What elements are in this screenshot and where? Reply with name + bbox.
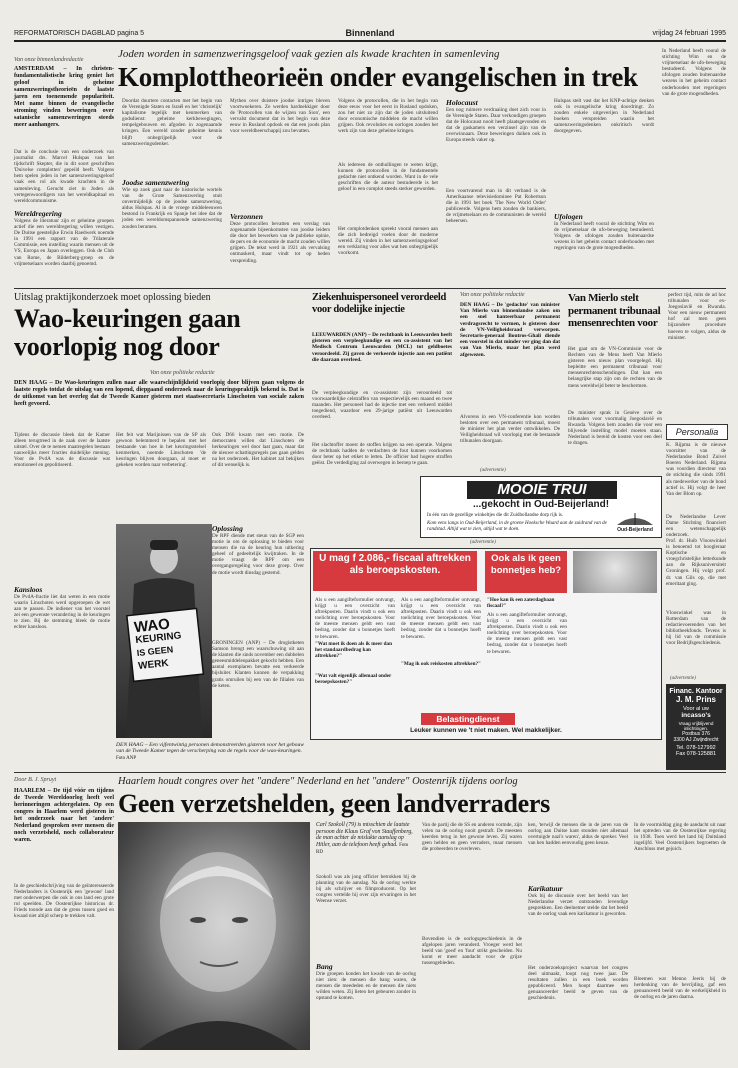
ad-text: In één van de gezellige winkeltjes die dit Zuidhollandse dorp rijk is. <box>427 513 564 518</box>
article2-col3b <box>212 524 304 634</box>
ad-label: (advertentie) <box>480 468 506 473</box>
ad-red-banner <box>313 551 477 591</box>
page-header <box>14 28 726 42</box>
sign-text: KEURING <box>134 630 182 647</box>
ad-question-item: "Wat moet ik doen als ik meer dan het standaardbedrag kan aftrekken?" <box>315 641 392 659</box>
article6-body: Bovendien is de oorlogsgeschiedenis in de afgelopen jaren veranderd. Vroeger werd het beeld van 'goed' en 'fout' strikt gescheiden. Nu komt er meer aandacht voor de grijze tussengebieden. <box>422 936 522 967</box>
ad-question: Ook als ik geen bonnetjes heb? <box>490 553 562 576</box>
finance-line: incasso's <box>681 712 711 719</box>
divider <box>14 772 726 773</box>
article5-text <box>568 346 662 462</box>
ad-title: MOOIE TRUI <box>467 481 617 499</box>
article1-section: Ufologen <box>554 212 583 221</box>
ad-text: Kom eens langs in Oud-Beijerland, in de groene Hoeksche Waard aan de zuidrand van de randstad. Altijd wat te zien, altijd wat te doen. <box>427 521 607 532</box>
article1-body: Volgens de literatuur zijn er geheime groepen actief die een wereldregering willen vestigen. De Duitse geestelijke Erwin Raedwerk noemde in 1991 een rapport van de Trilaterale Commissie, een instelling waarin mensen uit de VS, Europa en Japan overleggen. Ook de Club van Rome, de Bilderberg-groep en de vrijmetselaars worden daarbij genoemd. <box>14 218 114 267</box>
article6-body: In de geschiedschrijving van de geïnteresseerde Nederlanders is Oostenrijk een 'gewone' land met onderwerpen die ook in ons land een grote rol speelden. De Oostenrijkse historicus dr. Frieds toonde aan dat de grens tussen goed en kwaad niet altijd scherp te trekken valt. <box>14 883 114 920</box>
carl-szokoll-photo <box>118 822 310 1050</box>
article1-body: Als iedereen de onthullingen te weten krijgt, kunnen de protocollen in de fundamentele gedachte niet ontkend worden. Want in de vele geschriften die de auteur bestudeerde is het geloof in een complot steeds sterker geworden. <box>338 162 438 193</box>
article6-lead: HAARLEM – De tijd vóór en tijdens de Tweede Wereldoorlog heeft veel herinneringen achtergelaten. Op een congres in Haarlem werd gisteren in het onderzoek naar het 'andere' Nederland gesproken over mensen die noch verzetsheld, noch collaborateur waren. <box>14 788 114 843</box>
photo-caption <box>316 822 416 870</box>
oud-beijerland-logo <box>613 511 657 535</box>
article1-body: Mythen over duistere joodse intriges bleven voortwoekeren. Ze werden hardnekkiger door de 'Protocollen van de wijzen van Sion', een vervalst document dat in het begin van deze eeuw in Rusland opdook en dat een joods plan voor wereldheerschappij zou bevatten. <box>230 98 330 135</box>
article1-subheadline: Joden worden in samenzweringsgeloof vaak gezien als kwade krachten in samenleving <box>118 48 500 60</box>
article6-col5 <box>528 822 628 1050</box>
finance-line: Financ. Kantoor <box>669 688 723 695</box>
personalia-item: Prof. dr. Huib Vlooswinkel is benoemd tot hoogleraar Koptische en vroegchristelijke letterkunde aan de Rijksuniversiteit Groningen. Hij volgt prof. dr. van Gils op, die met emeritaat ging. <box>666 538 726 587</box>
finance-ad[interactable] <box>666 684 726 770</box>
photo-caption <box>116 742 304 766</box>
personalia-header <box>666 424 728 440</box>
article1-headline: Komplottheorieën onder evangelischen in trek <box>118 62 638 92</box>
protest-sign <box>133 615 198 673</box>
article1-col4 <box>338 98 438 284</box>
personalia-item: De Nederlandse Lever Dame Stichting financiert een wetenschappelijk onderzoek. <box>666 514 726 539</box>
article2-kicker: Uitslag praktijkonderzoek moet oplossing bieden <box>14 292 211 303</box>
ad-label: (advertentie) <box>670 676 696 681</box>
header-left: REFORMATORISCH DAGBLAD pagina 5 <box>14 30 145 37</box>
article6-section: Bang <box>316 962 333 971</box>
article1-body: Het complotdenken spreekt vooral mensen aan die zich bedreigd voelen door de moderne wereld. Zij vinden in het samenzweringsgeloof een verklaring voor alles wat hen onbegrijpelijk voorkomt. <box>338 226 438 257</box>
ad-body: Als u een aangifteformulier ontvangt, krijgt u een overzicht van aftrekposten. Daarin vindt u ook een toelichting over beroepskosten. Voor de meeste mensen geldt een vast bedrag, zonder dat u bonnetjes hoeft te bewaren. <box>487 612 567 655</box>
article6-body: Drie groepen konden het kwade van de oorlog niet zien: de mensen die bang waren, de mensen die meededen en de mensen die niets wilden weten. Zij lieten het gebeuren zonder in opstand te komen. <box>316 971 416 1002</box>
article1-col2 <box>122 98 222 284</box>
ad-body: Als u een aangifteformulier ontvangt, krijgt u een overzicht van aftrekposten. Daarin vindt u ook een toelichting over beroepskosten. Voor de meeste mensen geldt een vast bedrag, zonder dat u bonnetjes hoeft te bewaren. <box>315 597 395 640</box>
demonstration-photo <box>116 524 212 738</box>
photo-credit: Foto RD <box>316 842 409 856</box>
article6-col4 <box>422 822 522 1050</box>
finance-line: 3300 AJ Zwijndrecht <box>673 737 719 743</box>
article6-body: Het onderzoeksproject waarvan het congres deel uitmaakt, loopt nog twee jaar. De resultaten zullen in een boek worden gepubliceerd. Men hoopt daarmee een genuanceerder beeld te geven van de geschiedenis. <box>528 965 628 1002</box>
article2-col1 <box>14 432 110 738</box>
article5-body: De minister sprak in Genève over de tribunalen voor voormalig Joegoslavië en Rwanda. Volgens hem zouden die voor een blijvende instelling model moeten staan. Nederland is bereid de kosten voor een deel te dragen. <box>568 410 662 447</box>
article3-body: Het slachtoffer moest de stoffen krijgen na een operatie. Volgens de rechtbank hadden de verdachten de fout kunnen voorkomen door beter op het etiket te letten. De officier had hogere straffen geëist. De verdediging zal overwegen in beroep te gaan. <box>312 442 452 467</box>
finance-line: Voor al uw <box>683 706 709 712</box>
finance-line: Vraag vrijblijvend inlichtingen. <box>678 721 714 731</box>
article2-body: De PvdA-fractie liet dat weten in een motie waarin Linschoten werd opgeroepen de wet aan te passen. De indiener van het voorstel zei een gewenste verandering in de keuringen te zien. Bij de stemming bleek de motie echter kansloos. <box>14 594 110 631</box>
article2-col2 <box>116 432 206 520</box>
logo-text: Oud-Beijerland <box>617 527 653 533</box>
article1-body: Een voortvarend man in dit verband is de Amerikaanse televisiedominee Pat Robertson die in 1991 het boek 'The New World Order' publiceerde. Volgens hem zouden de bankiers, de vrijmetselaars en de communisten de wereld beheersen. <box>446 188 546 225</box>
article1-body: Volgens de protocollen, die in het begin van deze eeuw voor het eerst in Rusland opdoken, zou het niet zo zijn dat de joden uitsluitend door economische middelen de macht willen grijpen. Ook revoluties en oorlogen zouden het werk zijn van deze geheime kringen. <box>338 98 438 135</box>
ad-question-item: "Wat valt eigenlijk allemaal onder beroepskosten?" <box>315 673 392 685</box>
caption-text: Carl Szokoll (79) is misschien de laatste persoon die Klaus Graf von Stauffenberg, de man achter de mislukte aanslag op Hitler, aan de telefoon heeft gehad. <box>316 822 413 848</box>
article3-lead: LEEUWARDEN (ANP) – De rechtbank in Leeuwarden heeft gisteren een verpleegkundige en een co-assistent van het Medisch Centrum Leeuwarden (MCL) tot geldboetes veroordeeld. Zij gaven de verkeerde injectie aan een patiënt die daaraan overleed. <box>312 332 452 363</box>
article1-body: Deze protocollen bevatten een verslag van zogenaamde bijeenkomsten van joodse leiders die door het bewerken van de publieke opinie, de pers en de economie de macht zouden willen grijpen. De tekst werd in 1921 als vervalsing ontmaskerd, maar vindt tot op heden verspreiding. <box>230 221 330 264</box>
article4-byline: Van onze politieke redactie <box>460 292 525 298</box>
article5-headline: Van Mierlo stelt permanent tribunaal mensenrechten voor <box>568 292 661 329</box>
article3-body: De verpleegkundige en co-assistent zijn veroordeeld tot voorwaardelijke celstraffen van respectievelijk een maand en twee maanden. Het personeel had de injectie met een verkeerd middel toegediend, waardoor een 29-jarige patiënt uit Leeuwarden overleed. <box>312 390 452 421</box>
article1-body: Een nog ruimere verdraaiing doet zich voor in de Verenigde Staten. Daar verkondigen groepen dat de Holocaust nooit heeft plaatsgevonden en dat de gaskamers een verzinsel zijn van de overwinnaars. Deze beweringen duiken ook in Europa steeds vaker op. <box>446 107 546 144</box>
article1-col7 <box>662 48 726 284</box>
article1-body: Wie op zoek gaat naar de historische wortels van de Grote Samenzwering stuit onvermijdelijk op de joodse samenzwering, aldus Hulspas. Al in de vroege middeleeuwen bestond in Frankrijk en Spanje het idee dat de joden een wereldomspannende samenzwering zouden beramen. <box>122 187 222 230</box>
photo-credit: Foto ANP <box>116 755 137 761</box>
article6-body: Van de partij die de SS en anderen vormde, zijn velen na de oorlog nooit gestraft. De meesten keerden terug in het gewone leven. Zij waren geen helden en geen verraders, maar mensen die probeerden te overleven. <box>422 822 522 853</box>
groningen-text: GRONINGEN (ANP) – De drogistketen Samson brengt een waarschuwing uit aan de klanten die sinds november een dubbelen geneesmiddelenpakket gekocht hebben. Een aantal exemplaren bevatte een verkeerde bijsluiter. Klanten kunnen de verpakking gratis omruilen bij een van de filialen van de keten. <box>212 640 304 689</box>
ad-portrait-photo <box>573 551 657 593</box>
section-title: Binnenland <box>345 28 395 38</box>
article2-byline: Van onze politieke redactie <box>150 370 215 376</box>
personalia-items <box>666 442 726 672</box>
ad-red-text: U mag f 2.086,- fiscaal aftrekken als beroepskosten. <box>319 553 471 576</box>
article6-subheadline: Haarlem houdt congres over het "andere" Nederland en het "andere" Oostenrijk tijdens oorlog <box>118 776 518 787</box>
personalia-title: Personalia <box>675 427 719 437</box>
caption-text: DEN HAAG – Een vijfentwintig personen demonstreerden gisteren voor het gebouw van de Tweede Kamer tegen de verscherping van de regels voor de wao-keuringen. <box>116 742 304 755</box>
article1-section: Joodse samenzwering <box>122 178 190 187</box>
article1-section: Holocaust <box>446 98 478 107</box>
belastingdienst-logo <box>421 713 515 725</box>
article2-col3 <box>212 432 304 520</box>
article1-col6 <box>554 98 654 284</box>
finance-tel: Tel. 078-127992 <box>676 745 716 751</box>
ad-col1 <box>315 597 395 733</box>
article3-headline: Ziekenhuispersoneel verordeeld voor dodelijke injectie <box>312 292 447 315</box>
windmill-icon <box>613 511 657 527</box>
sign-text: WERK <box>137 657 170 672</box>
article5-col2 <box>668 292 726 420</box>
article1-body: In Nederland heeft vooral de stichting Wim en de vrijmetselaar de ufo-beweging bestudeerd. Volgens de ufologen zouden buitenaardse wezens in het geheim contact onderhouden met regeringen van de grote mogendheden. <box>662 48 726 97</box>
finance-fax: Fax 078-125881 <box>675 751 717 757</box>
article6-headline: Geen verzetshelden, geen landverraders <box>118 789 550 818</box>
divider <box>14 288 726 289</box>
article4-lead: DEN HAAG – De 'gedachte' van minister Van Mierlo van binnenlandse zaken om een snel hanteerbaar permanent verdragsrecht te vormen, is gisteren door de VN-Veiligheidsraad verworpen. Secretaris-generaal Boutros-Ghali diende een voorstel in dat minder ver ging dan dat van Van Mierlo, maar het plan werd afgewezen. <box>460 302 560 358</box>
article2-lead: DEN HAAG – De Wao-keuringen zullen naar alle waarschijnlijkheid voorlopig door blijven gaan volgens de laatste regels totdat de uitslag van een lopend, diepgaand onderzoek naar de keuringspraktijk bekend is. Dat is de uitkomst van het overleg dat de Tweede Kamer gisteren met staatssecretaris Linschoten van sociale zaken heeft gevoerd. <box>14 380 304 407</box>
article6-body: Szokoll was als jong officier betrokken bij de planning van de aanslag. Na de oorlog werkte hij als schrijver en filmproducent. Op het congres vertelde hij over zijn ervaringen in het Weense verzet. <box>316 874 416 905</box>
article1-lead: AMSTERDAM – In christen-fundamentalistische kring geniet het geloof in geheime samenzweringstheorieën de laatste jaren een toenemende populariteit. Met name binnen de evangelische stroming vinden beweringen over satanische samenzweringen steeds meer aanhangers. <box>14 66 114 128</box>
article6-body: In de voormiddag ging de aandacht uit naar het optreden van de Oostenrijkse regering in 1938. Toen werd het land bij Duitsland ingelijfd. Veel Oostenrijkers begroetten de Anschluss met gejuich. <box>634 822 726 853</box>
article6-body: ken, 'terwijl de mensen die in de jaren van de oorlog aan Duitse kant stonden niet allemaal overtuigde nazi's waren', aldus de spreker. Veel van hen hadden eenvoudig geen keuze. <box>528 822 628 847</box>
ad-question-item: "Mag ik ook reiskosten aftrekken?" <box>401 661 481 667</box>
ad-body: Als u een aangifteformulier ontvangt, krijgt u een overzicht van aftrekposten. Daarin vindt u ook een toelichting over beroepskosten. Voor de meeste mensen geldt een vast bedrag, zonder dat u bonnetjes hoeft te bewaren. <box>401 597 481 640</box>
ad-col2 <box>401 597 481 717</box>
article1-body: In Nederland heeft vooral de stichting Wim en de vrijmetselaar de ufo-beweging bestudeerd. Volgens de ufologen zouden buitenaardse wezens in het geheim contact onderhouden met regeringen van de grote mogendheden. <box>554 221 654 252</box>
sign-text: IS GEEN <box>136 644 174 659</box>
article5-body: Het gaat om de VN-Commissie voor de Rechten van de Mens heeft Van Mierlo gisteren een nieuw plan voorgelegd. Hij bepleitte een permanent tribunaal voor mensenrechtenschendingen. Dat kan een belangrijke stap zijn om de rechten van de mens wereldwijd beter te beschermen. <box>568 346 662 389</box>
article1-section: Verzonnen <box>230 212 263 221</box>
ad-tagline: Leuker kunnen we 't niet maken. Wel makkelijker. <box>410 727 562 734</box>
groningen-brief <box>212 640 304 738</box>
finance-line: Postbus 376 <box>682 731 710 737</box>
article2-body: De RPF diende met steun van de SGP een motie in om de oplossing te bieden voor mensen die na de keuring hun uitkering geheel of gedeeltelijk kwijtraken. In de motie vraagt de RPF om een overgangsregeling voor deze groep. Over de motie wordt dinsdag gestemd. <box>212 533 304 576</box>
personalia-item: K. Rijpma is de nieuwe voorzitter van de Nederlandse Bond Zuivel Boeren Nederland. Rijpma was voordien directeur van de stichting die sinds 1991 als medewerker van de bond actief is. Hij volgt de heer Van der Blom op. <box>666 442 726 497</box>
belastingdienst-ad[interactable] <box>310 548 662 740</box>
article6-byline: Door B. J. Spruyt <box>14 777 57 783</box>
article5-body: perfect tijd, mits de ad hoc tribunalen voor ex-Joegoslavië en Rwanda. Voor een nieuw permanent hof zal men geen bijzondere procedure hoeven te volgen, aldus de minister. <box>668 292 726 341</box>
article3-text <box>312 332 452 492</box>
ad-subtitle: ...gekocht in Oud-Beijerland! <box>472 499 610 510</box>
article1-body: Hulspas stelt vast dat het KNP-achtige denken ook in evangelische kring doordringt. Zo zouden enkele uitgeverijen in Nederland boeken verspreiden waarin het samenzweringsdenken onkritisch wordt doorgegeven. <box>554 98 654 135</box>
article6-body: Bloemen wat Menno Jeeris bij de herdenking van de bevrijding, gaf een genuanceerd beeld van de werkelijkheid in de oorlog en de jaren daarna. <box>634 976 726 1001</box>
ad-question-banner <box>485 551 567 593</box>
article2-section: Kansloos <box>14 585 43 594</box>
ad-label: (advertentie) <box>470 540 496 545</box>
finance-line: J. M. Prins <box>675 695 716 704</box>
article4-body: Alvorens in een VN-conferentie kon worden besloten over een permanent tribunaal, moest de minister het plan verder ontwikkelen. De Veiligheidsraad wil voorlopig met de bestaande tribunalen doorgaan. <box>460 414 560 445</box>
article6-col1 <box>14 788 114 1050</box>
article2-section: Oplossing <box>212 524 243 533</box>
article1-col3 <box>230 98 330 284</box>
article2-body: Ook D66 kwam met een motie. De democraten willen dat Linschoten de herkeuringen wel door laat gaan, maar dat de nieuwe schattingsregels pas gaan gelden na het onderzoek. Het kabinet zal bekijken of dit wenselijk is. <box>212 432 304 469</box>
article6-section: Karikatuur <box>528 884 563 893</box>
ad-col3 <box>487 597 567 707</box>
article1-section: Wereldregering <box>14 209 62 218</box>
article2-headline: Wao-keuringen gaan voorlopig nog door <box>14 304 241 361</box>
header-date: vrijdag 24 februari 1995 <box>652 30 726 37</box>
ad-footer: Belastingdienst <box>436 714 500 724</box>
sign-text: WAO <box>133 615 171 637</box>
ad-question-item: "Hoe kan ik een zaterdagbaan fiscaal?" <box>487 597 555 609</box>
article2-body: Tijdens de discussie bleek dat de Kamer alleen terugtreed in de zaak over de laatste uitstel. Over de te nemen maatregelen bestaan nauwelijks meer fracties duidelijke mening. Voor de PvdA was de discussie wat emotioneel en gepolitiseerd. <box>14 432 110 469</box>
portrait-illustration <box>118 822 310 1050</box>
article6-body: Ook bij de discussie over het beeld van het Nederlandse verzet ontstonden levendige gesprekken. Een deelnemer stelde dat het beeld van de oorlog vaak een karikatuur is geworden. <box>528 893 628 918</box>
personalia-item: Vlooswinkel was in Rotterdam van de redactievoerenden van het bibliotheekfonds. Tevens is hij lid van de commissie voor Bedrijfsgeschiedenis. <box>666 610 726 647</box>
article1-byline: Van onze binnenlandredactie <box>14 57 84 63</box>
article1-col5 <box>446 98 546 284</box>
article1-col1 <box>14 66 114 284</box>
article6-col3 <box>316 822 416 1050</box>
mooie-trui-ad[interactable] <box>420 476 662 538</box>
article1-body: Dat is de conclusie van een onderzoek van journalist drs. Marcel Hulspas van het tijdschrift Skepter, die in dit soort geschriften 'Duivelse complotten' gepeild heeft. Volgens hem spelen joden in het samenzweringsgeloof vaak een rol als kwade krachten in de samenleving. Gerucht ziet in Joden als vertegenwoordigers van het wereldkapitaal en wereldcommunisme. <box>14 149 114 204</box>
article2-body: Het feit wat Marijnissen van de SP als gewoon belemmerd te bepalen met het bestaande van hoe in het keuringsstelsel kenmerken, noemde Linschoten 'de keuringen blijven doorgaan, al moet er gekeken worden naar verbetering'. <box>116 432 206 469</box>
article4-text <box>460 302 560 462</box>
article1-body: Doordat duurtere contacten met het begin van de Verenigde Staten en Israël en het 'christelijk' kapitalisme tegelijk met kenmerken van godsdienst: geheime kerkbewegingen, tempelgebouwen en afgoden in zogenaamde kringen. Een wereld zonder geheime kennis blijft onbegrijpelijk voor de samenzweringsdenker. <box>122 98 222 147</box>
article6-col6 <box>634 822 726 1050</box>
